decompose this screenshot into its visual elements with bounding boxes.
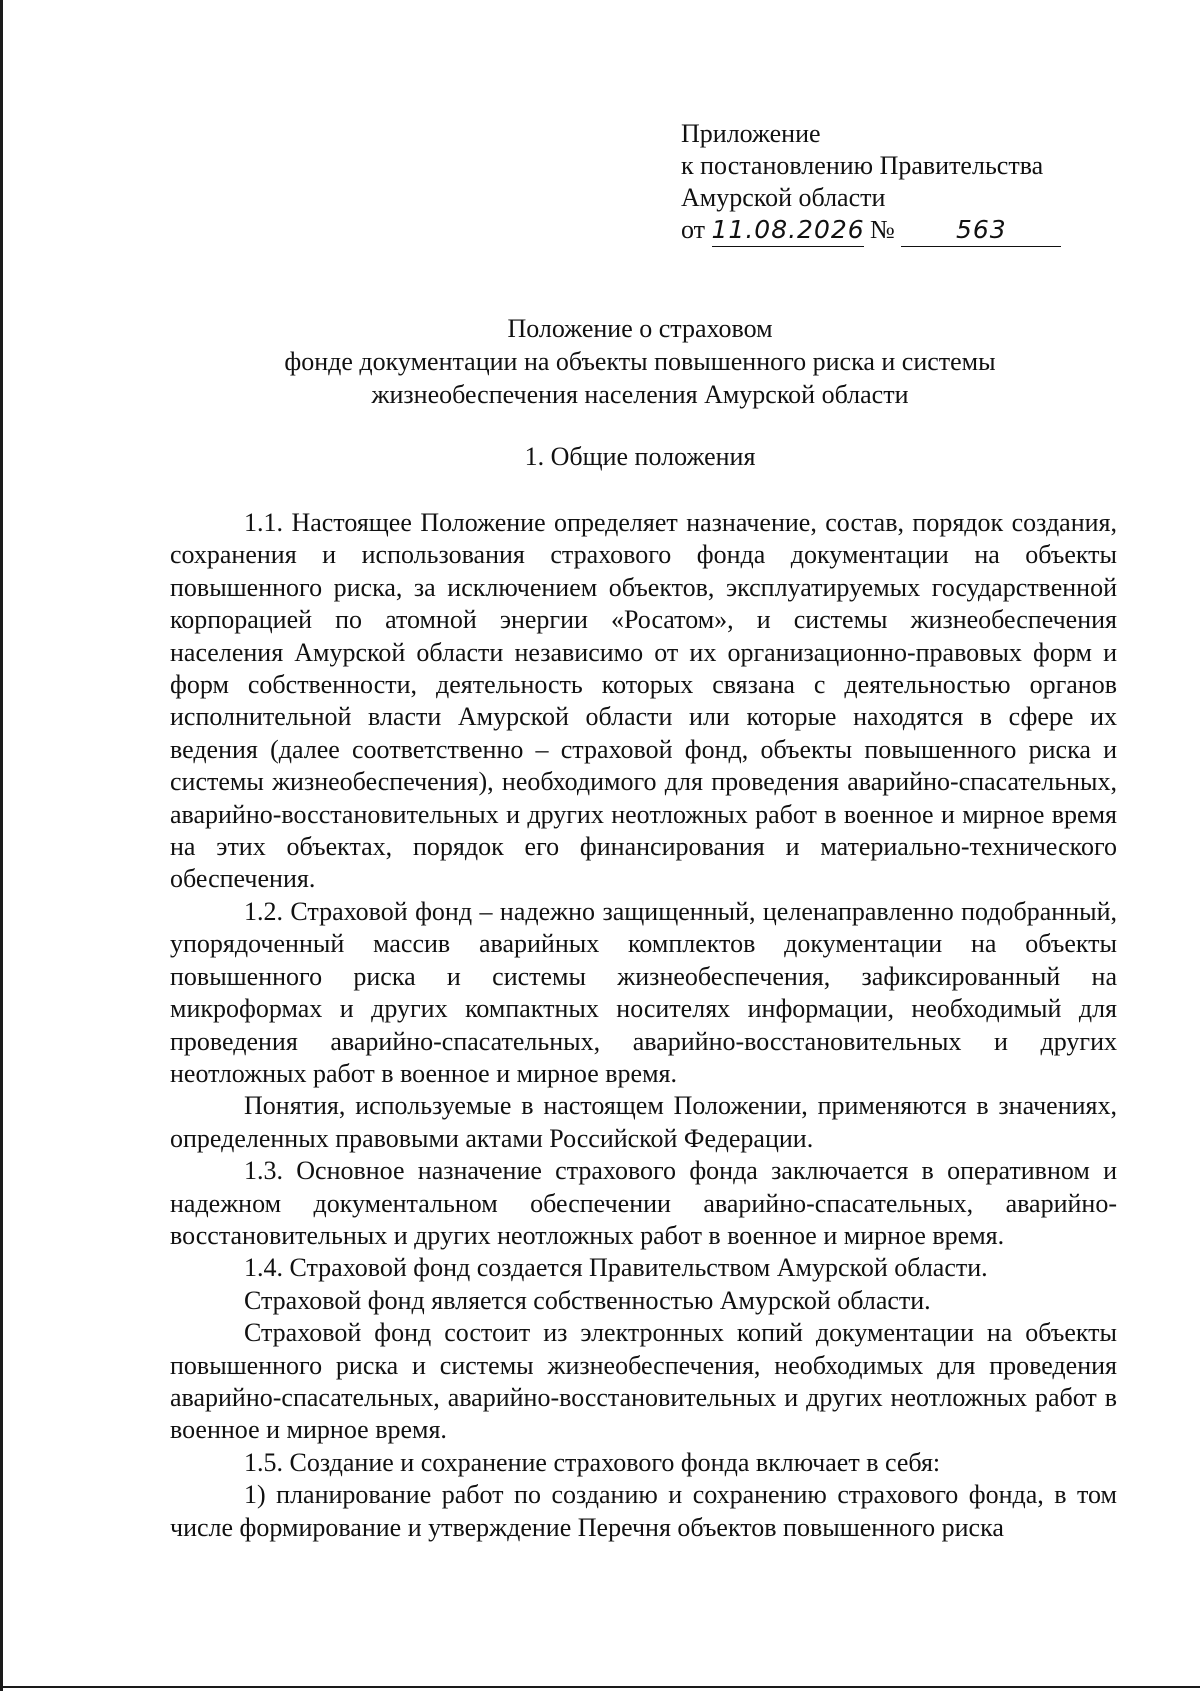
number-label: № bbox=[870, 215, 895, 244]
paragraph-1-4: 1.4. Страховой фонд создается Правительством Амурской области. bbox=[244, 1253, 988, 1283]
document-body bbox=[170, 507, 1117, 1544]
scan-edge-left bbox=[0, 0, 3, 1691]
document-title bbox=[170, 312, 1110, 411]
paragraph-1-3: 1.3. Основное назначение страхового фонда заключается в оперативном и надежном документальном обеспечении аварийно-спасательных, аварийно-восстановительных и других неотложных работ в военное и мирное время. bbox=[170, 1156, 1117, 1250]
title-line-2: фонде документации на объекты повышенного риска и системы bbox=[284, 347, 996, 376]
paragraph-1-5-item-1: 1) планирование работ по созданию и сохранению страхового фонда, в том числе формирование и утверждение Перечня объектов повышенного риска bbox=[170, 1480, 1117, 1542]
attachment-line-3: Амурской области bbox=[681, 183, 886, 212]
paragraph-1-2: 1.2. Страховой фонд – надежно защищенный, целенаправленно подобранный, упорядоченный массив аварийных комплектов документации на объекты повышенного риска и системы жизнеобеспечения, зафиксированный на микроформах и других компактных носителях информации, необходимый для проведения аварийно-спасательных, аварийно-восстановительных и других неотложных работ в военное и мирное время. bbox=[170, 896, 1117, 1088]
paragraph-1-5: 1.5. Создание и сохранение страхового фонда включает в себя: bbox=[244, 1447, 941, 1477]
attachment-date-row bbox=[681, 214, 1061, 247]
attachment-line-2: к постановлению Правительства bbox=[681, 151, 1044, 180]
handwritten-date: 11.08.2026 bbox=[712, 214, 864, 247]
scan-edge-bottom bbox=[0, 1686, 1200, 1688]
handwritten-number: 563 bbox=[901, 214, 1061, 247]
attachment-line-1: Приложение bbox=[681, 119, 821, 148]
title-line-1: Положение о страховом bbox=[507, 314, 773, 343]
paragraph-concepts: Понятия, используемые в настоящем Положении, применяются в значениях, определенных правовыми актами Российской Федерации. bbox=[170, 1091, 1117, 1153]
from-label: от bbox=[681, 215, 706, 244]
section-heading: 1. Общие положения bbox=[524, 442, 756, 471]
title-line-3: жизнеобеспечения населения Амурской области bbox=[371, 380, 909, 409]
paragraph-1-1: 1.1. Настоящее Положение определяет назначение, состав, порядок создания, сохранения и использования страхового фонда документации на объекты повышенного риска, за исключением объектов, эксплуатируемых государственной корпорацией по атомной энергии «Росатом», и системы жизнеобеспечения населения Амурской области независимо от их организационно-правовых форм и форм собственности, деятельность которых связана с деятельностью органов исполнительной власти Амурской области или которые находятся в сфере их ведения (далее соответственно – страховой фонд, объекты повышенного риска и системы жизнеобеспечения), необходимого для проведения аварийно-спасательных, аварийно-восстановительных и других неотложных работ в военное и мирное время на этих объектах, порядок его финансирования и материально-технического обеспечения. bbox=[170, 508, 1117, 894]
paragraph-ownership: Страховой фонд является собственностью Амурской области. bbox=[244, 1285, 931, 1315]
paragraph-composition: Страховой фонд состоит из электронных копий документации на объекты повышенного риска и системы жизнеобеспечения, необходимых для проведения аварийно-спасательных, аварийно-восстановительных и других неотложных работ в военное и мирное время. bbox=[170, 1318, 1117, 1445]
attachment-block bbox=[681, 118, 1061, 247]
